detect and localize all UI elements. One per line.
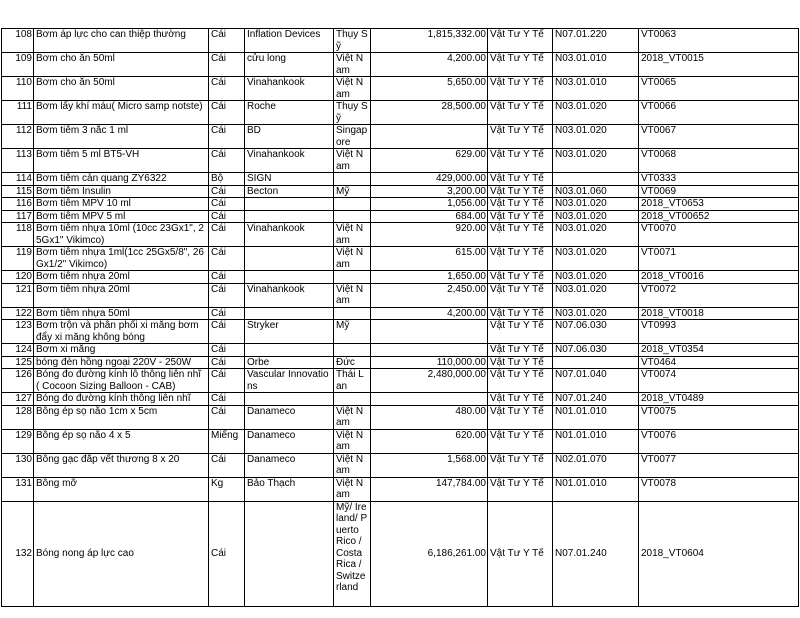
code-cell: N03.01.020 <box>553 198 639 211</box>
table-row <box>2 77 799 101</box>
price-cell: 4,200.00 <box>371 307 488 320</box>
origin-cell: Thái Lan <box>334 369 371 393</box>
price-cell: 1,056.00 <box>371 198 488 211</box>
item-name-cell: Bơm tiêm nhựa 10ml (10cc 23Gx1", 25Gx1" Vikimco) <box>34 223 209 247</box>
origin-cell <box>334 173 371 186</box>
code-cell: N07.06.030 <box>553 320 639 344</box>
code-cell: N03.01.020 <box>553 271 639 284</box>
price-cell: 684.00 <box>371 210 488 223</box>
code-cell: N01.01.010 <box>553 405 639 429</box>
vt-code-cell: 2018_VT0653 <box>639 198 799 211</box>
item-name-cell: Bông ép sọ não 1cm x 5cm <box>34 405 209 429</box>
item-name-cell: Bơm tiêm MPV 10 ml <box>34 198 209 211</box>
origin-cell: Đức <box>334 356 371 369</box>
code-cell: N03.01.020 <box>553 210 639 223</box>
category-cell: Vật Tư Y Tế <box>488 271 553 284</box>
item-name-cell: Bơm áp lực cho can thiệp thường <box>34 29 209 53</box>
code-cell: N03.01.020 <box>553 247 639 271</box>
code-cell: N03.01.020 <box>553 125 639 149</box>
vt-code-cell: VT0464 <box>639 356 799 369</box>
item-name-cell: Bơm cho ăn 50ml <box>34 77 209 101</box>
row-number-cell: 110 <box>2 77 34 101</box>
row-number-cell: 128 <box>2 405 34 429</box>
category-cell: Vật Tư Y Tế <box>488 453 553 477</box>
item-name-cell: Bơm tiêm 3 nắc 1 ml <box>34 125 209 149</box>
category-cell: Vật Tư Y Tế <box>488 173 553 186</box>
code-cell: N01.01.010 <box>553 477 639 501</box>
manufacturer-cell <box>245 393 334 406</box>
category-cell: Vật Tư Y Tế <box>488 307 553 320</box>
row-number-cell: 124 <box>2 344 34 357</box>
item-name-cell: Bóng đo đường kính lỗ thông liên nhĩ ( Cocoon Sizing Balloon - CAB) <box>34 369 209 393</box>
item-name-cell: Bơm trộn và phân phối xi măng bơm đẩy xi măng không bóng <box>34 320 209 344</box>
vt-code-cell: 2018_VT0016 <box>639 271 799 284</box>
category-cell: Vật Tư Y Tế <box>488 283 553 307</box>
origin-cell <box>334 344 371 357</box>
item-name-cell: Bông gạc đắp vết thương 8 x 20 <box>34 453 209 477</box>
unit-cell: Cái <box>209 77 245 101</box>
vt-code-cell: VT0075 <box>639 405 799 429</box>
unit-cell: Cái <box>209 247 245 271</box>
category-cell: Vật Tư Y Tế <box>488 344 553 357</box>
supply-price-table <box>1 28 799 607</box>
row-number-cell: 118 <box>2 223 34 247</box>
table-row <box>2 453 799 477</box>
row-number-cell: 123 <box>2 320 34 344</box>
manufacturer-cell: Vinahankook <box>245 77 334 101</box>
item-name-cell: Bơm tiêm 5 ml BT5-VH <box>34 149 209 173</box>
row-number-cell: 114 <box>2 173 34 186</box>
row-number-cell: 125 <box>2 356 34 369</box>
price-cell: 3,200.00 <box>371 185 488 198</box>
manufacturer-cell: Vinahankook <box>245 223 334 247</box>
origin-cell: Việt Nam <box>334 223 371 247</box>
unit-cell: Cái <box>209 149 245 173</box>
price-cell: 620.00 <box>371 429 488 453</box>
price-cell <box>371 320 488 344</box>
item-name-cell: Bóng nong áp lực cao <box>34 501 209 606</box>
price-cell: 4,200.00 <box>371 53 488 77</box>
manufacturer-cell: Stryker <box>245 320 334 344</box>
row-number-cell: 122 <box>2 307 34 320</box>
origin-cell <box>334 210 371 223</box>
category-cell: Vật Tư Y Tế <box>488 101 553 125</box>
manufacturer-cell: cửu long <box>245 53 334 77</box>
origin-cell: Việt Nam <box>334 283 371 307</box>
unit-cell: Cái <box>209 271 245 284</box>
manufacturer-cell: Vinahankook <box>245 149 334 173</box>
unit-cell: Cái <box>209 369 245 393</box>
vt-code-cell: VT0068 <box>639 149 799 173</box>
price-cell: 2,450.00 <box>371 283 488 307</box>
row-number-cell: 113 <box>2 149 34 173</box>
vt-code-cell: 2018_VT0018 <box>639 307 799 320</box>
code-cell: N07.01.240 <box>553 501 639 606</box>
category-cell: Vật Tư Y Tế <box>488 393 553 406</box>
row-number-cell: 109 <box>2 53 34 77</box>
category-cell: Vật Tư Y Tế <box>488 405 553 429</box>
origin-cell: Mỹ/ Ireland/ Puerto Rico / Costa Rica / Switzerland <box>334 501 371 606</box>
row-number-cell: 127 <box>2 393 34 406</box>
unit-cell: Cái <box>209 501 245 606</box>
item-name-cell: Bơm cho ăn 50ml <box>34 53 209 77</box>
row-number-cell: 120 <box>2 271 34 284</box>
category-cell: Vật Tư Y Tế <box>488 247 553 271</box>
row-number-cell: 112 <box>2 125 34 149</box>
manufacturer-cell <box>245 198 334 211</box>
row-number-cell: 117 <box>2 210 34 223</box>
category-cell: Vật Tư Y Tế <box>488 53 553 77</box>
row-number-cell: 116 <box>2 198 34 211</box>
price-cell <box>371 393 488 406</box>
item-name-cell: Bơm tiêm nhựa 20ml <box>34 283 209 307</box>
code-cell: N03.01.010 <box>553 77 639 101</box>
price-cell: 5,650.00 <box>371 77 488 101</box>
item-name-cell: bóng đèn hồng ngoại 220V - 250W <box>34 356 209 369</box>
table-row <box>2 185 799 198</box>
unit-cell: Cái <box>209 125 245 149</box>
code-cell: N03.01.020 <box>553 101 639 125</box>
origin-cell <box>334 198 371 211</box>
item-name-cell: Bơm lấy khí máu( Micro samp notste) <box>34 101 209 125</box>
unit-cell: Cái <box>209 53 245 77</box>
code-cell: N03.01.020 <box>553 149 639 173</box>
price-cell: 110,000.00 <box>371 356 488 369</box>
unit-cell: Cái <box>209 307 245 320</box>
vt-code-cell: VT0077 <box>639 453 799 477</box>
unit-cell: Cái <box>209 101 245 125</box>
vt-code-cell: VT0993 <box>639 320 799 344</box>
row-number-cell: 115 <box>2 185 34 198</box>
table-row <box>2 307 799 320</box>
price-cell <box>371 125 488 149</box>
code-cell: N03.01.020 <box>553 283 639 307</box>
price-cell: 480.00 <box>371 405 488 429</box>
vt-code-cell: 2018_VT0489 <box>639 393 799 406</box>
table-row <box>2 356 799 369</box>
row-number-cell: 119 <box>2 247 34 271</box>
price-cell: 2,480,000.00 <box>371 369 488 393</box>
row-number-cell: 108 <box>2 29 34 53</box>
price-cell: 28,500.00 <box>371 101 488 125</box>
manufacturer-cell: Vinahankook <box>245 283 334 307</box>
unit-cell: Cái <box>209 393 245 406</box>
row-number-cell: 129 <box>2 429 34 453</box>
price-cell: 615.00 <box>371 247 488 271</box>
origin-cell <box>334 307 371 320</box>
item-name-cell: Bơm tiêm MPV 5 ml <box>34 210 209 223</box>
origin-cell: Thụy Sỹ <box>334 29 371 53</box>
manufacturer-cell <box>245 247 334 271</box>
table-row <box>2 283 799 307</box>
category-cell: Vật Tư Y Tế <box>488 29 553 53</box>
manufacturer-cell <box>245 271 334 284</box>
table-row <box>2 369 799 393</box>
table-row <box>2 223 799 247</box>
table-row <box>2 53 799 77</box>
code-cell: N03.01.020 <box>553 307 639 320</box>
manufacturer-cell: Becton <box>245 185 334 198</box>
manufacturer-cell: Roche <box>245 101 334 125</box>
code-cell: N03.01.060 <box>553 185 639 198</box>
unit-cell: Cái <box>209 185 245 198</box>
item-name-cell: Bơm tiêm nhựa 20ml <box>34 271 209 284</box>
unit-cell: Cái <box>209 223 245 247</box>
unit-cell: Cái <box>209 198 245 211</box>
unit-cell: Cái <box>209 344 245 357</box>
item-name-cell: Bông ép sọ não 4 x 5 <box>34 429 209 453</box>
vt-code-cell: VT0333 <box>639 173 799 186</box>
unit-cell: Cái <box>209 320 245 344</box>
category-cell: Vật Tư Y Tế <box>488 501 553 606</box>
origin-cell: Việt Nam <box>334 149 371 173</box>
manufacturer-cell: BD <box>245 125 334 149</box>
category-cell: Vật Tư Y Tế <box>488 223 553 247</box>
origin-cell <box>334 271 371 284</box>
manufacturer-cell: Danameco <box>245 429 334 453</box>
unit-cell: Bộ <box>209 173 245 186</box>
manufacturer-cell <box>245 344 334 357</box>
origin-cell: Singapore <box>334 125 371 149</box>
price-cell: 629.00 <box>371 149 488 173</box>
price-cell: 6,186,261.00 <box>371 501 488 606</box>
price-cell: 1,650.00 <box>371 271 488 284</box>
category-cell: Vật Tư Y Tế <box>488 210 553 223</box>
origin-cell: Thụy Sỹ <box>334 101 371 125</box>
table-row <box>2 393 799 406</box>
table-body <box>2 29 799 607</box>
code-cell: N07.06.030 <box>553 344 639 357</box>
price-cell: 1,568.00 <box>371 453 488 477</box>
code-cell: N07.01.040 <box>553 369 639 393</box>
item-name-cell: Bông mỡ <box>34 477 209 501</box>
category-cell: Vật Tư Y Tế <box>488 356 553 369</box>
unit-cell: Cái <box>209 405 245 429</box>
manufacturer-cell: Danameco <box>245 405 334 429</box>
vt-code-cell: VT0071 <box>639 247 799 271</box>
table-row <box>2 271 799 284</box>
code-cell: N07.01.240 <box>553 393 639 406</box>
item-name-cell: Bơm tiêm nhựa 50ml <box>34 307 209 320</box>
row-number-cell: 121 <box>2 283 34 307</box>
manufacturer-cell: Bảo Thạch <box>245 477 334 501</box>
vt-code-cell: VT0074 <box>639 369 799 393</box>
vt-code-cell: VT0078 <box>639 477 799 501</box>
origin-cell: Việt Nam <box>334 429 371 453</box>
table-row <box>2 429 799 453</box>
table-row <box>2 501 799 606</box>
vt-code-cell: VT0065 <box>639 77 799 101</box>
unit-cell: Cái <box>209 210 245 223</box>
category-cell: Vật Tư Y Tế <box>488 369 553 393</box>
origin-cell: Việt Nam <box>334 453 371 477</box>
vt-code-cell: VT0067 <box>639 125 799 149</box>
category-cell: Vật Tư Y Tế <box>488 198 553 211</box>
manufacturer-cell <box>245 307 334 320</box>
manufacturer-cell: Orbe <box>245 356 334 369</box>
origin-cell: Việt Nam <box>334 405 371 429</box>
code-cell: N02.01.070 <box>553 453 639 477</box>
vt-code-cell: 2018_VT0354 <box>639 344 799 357</box>
vt-code-cell: VT0066 <box>639 101 799 125</box>
row-number-cell: 130 <box>2 453 34 477</box>
table-row <box>2 344 799 357</box>
table-row <box>2 29 799 53</box>
item-name-cell: Bơm tiêm cản quang ZY6322 <box>34 173 209 186</box>
category-cell: Vật Tư Y Tế <box>488 149 553 173</box>
row-number-cell: 111 <box>2 101 34 125</box>
unit-cell: Cái <box>209 29 245 53</box>
origin-cell: Việt Nam <box>334 477 371 501</box>
price-cell: 429,000.00 <box>371 173 488 186</box>
origin-cell <box>334 393 371 406</box>
item-name-cell: Bơm tiêm Insulin <box>34 185 209 198</box>
table-row <box>2 101 799 125</box>
table-row <box>2 477 799 501</box>
code-cell: N01.01.010 <box>553 429 639 453</box>
origin-cell: Mỹ <box>334 185 371 198</box>
table-row <box>2 247 799 271</box>
category-cell: Vật Tư Y Tế <box>488 477 553 501</box>
manufacturer-cell <box>245 501 334 606</box>
origin-cell: Việt Nam <box>334 77 371 101</box>
vt-code-cell: VT0072 <box>639 283 799 307</box>
origin-cell: Việt Nam <box>334 247 371 271</box>
code-cell <box>553 173 639 186</box>
unit-cell: Cái <box>209 283 245 307</box>
manufacturer-cell: Inflation Devices <box>245 29 334 53</box>
code-cell: N03.01.020 <box>553 223 639 247</box>
table-row <box>2 210 799 223</box>
vt-code-cell: VT0076 <box>639 429 799 453</box>
table-row <box>2 198 799 211</box>
row-number-cell: 131 <box>2 477 34 501</box>
category-cell: Vật Tư Y Tế <box>488 429 553 453</box>
manufacturer-cell <box>245 210 334 223</box>
code-cell: N03.01.010 <box>553 53 639 77</box>
manufacturer-cell: SIGN <box>245 173 334 186</box>
item-name-cell: Bóng đo đường kính thông liên nhĩ <box>34 393 209 406</box>
vt-code-cell: VT0070 <box>639 223 799 247</box>
category-cell: Vật Tư Y Tế <box>488 125 553 149</box>
price-cell <box>371 344 488 357</box>
table-row <box>2 405 799 429</box>
vt-code-cell: 2018_VT00652 <box>639 210 799 223</box>
unit-cell: Cái <box>209 453 245 477</box>
item-name-cell: Bơm tiêm nhựa 1ml(1cc 25Gx5/8", 26Gx1/2" Vikimco) <box>34 247 209 271</box>
row-number-cell: 126 <box>2 369 34 393</box>
table-row <box>2 320 799 344</box>
table-row <box>2 173 799 186</box>
origin-cell: Mỹ <box>334 320 371 344</box>
unit-cell: Kg <box>209 477 245 501</box>
price-cell: 1,815,332.00 <box>371 29 488 53</box>
item-name-cell: Bơm xi măng <box>34 344 209 357</box>
table-row <box>2 125 799 149</box>
category-cell: Vật Tư Y Tế <box>488 185 553 198</box>
origin-cell: Việt Nam <box>334 53 371 77</box>
table-row <box>2 149 799 173</box>
unit-cell: Miếng <box>209 429 245 453</box>
unit-cell: Cái <box>209 356 245 369</box>
row-number-cell: 132 <box>2 501 34 606</box>
vt-code-cell: 2018_VT0015 <box>639 53 799 77</box>
vt-code-cell: VT0069 <box>639 185 799 198</box>
price-cell: 147,784.00 <box>371 477 488 501</box>
price-cell: 920.00 <box>371 223 488 247</box>
manufacturer-cell: Vascular Innovations <box>245 369 334 393</box>
code-cell: N07.01.220 <box>553 29 639 53</box>
category-cell: Vật Tư Y Tế <box>488 77 553 101</box>
code-cell <box>553 356 639 369</box>
manufacturer-cell: Danameco <box>245 453 334 477</box>
vt-code-cell: 2018_VT0604 <box>639 501 799 606</box>
vt-code-cell: VT0063 <box>639 29 799 53</box>
category-cell: Vật Tư Y Tế <box>488 320 553 344</box>
